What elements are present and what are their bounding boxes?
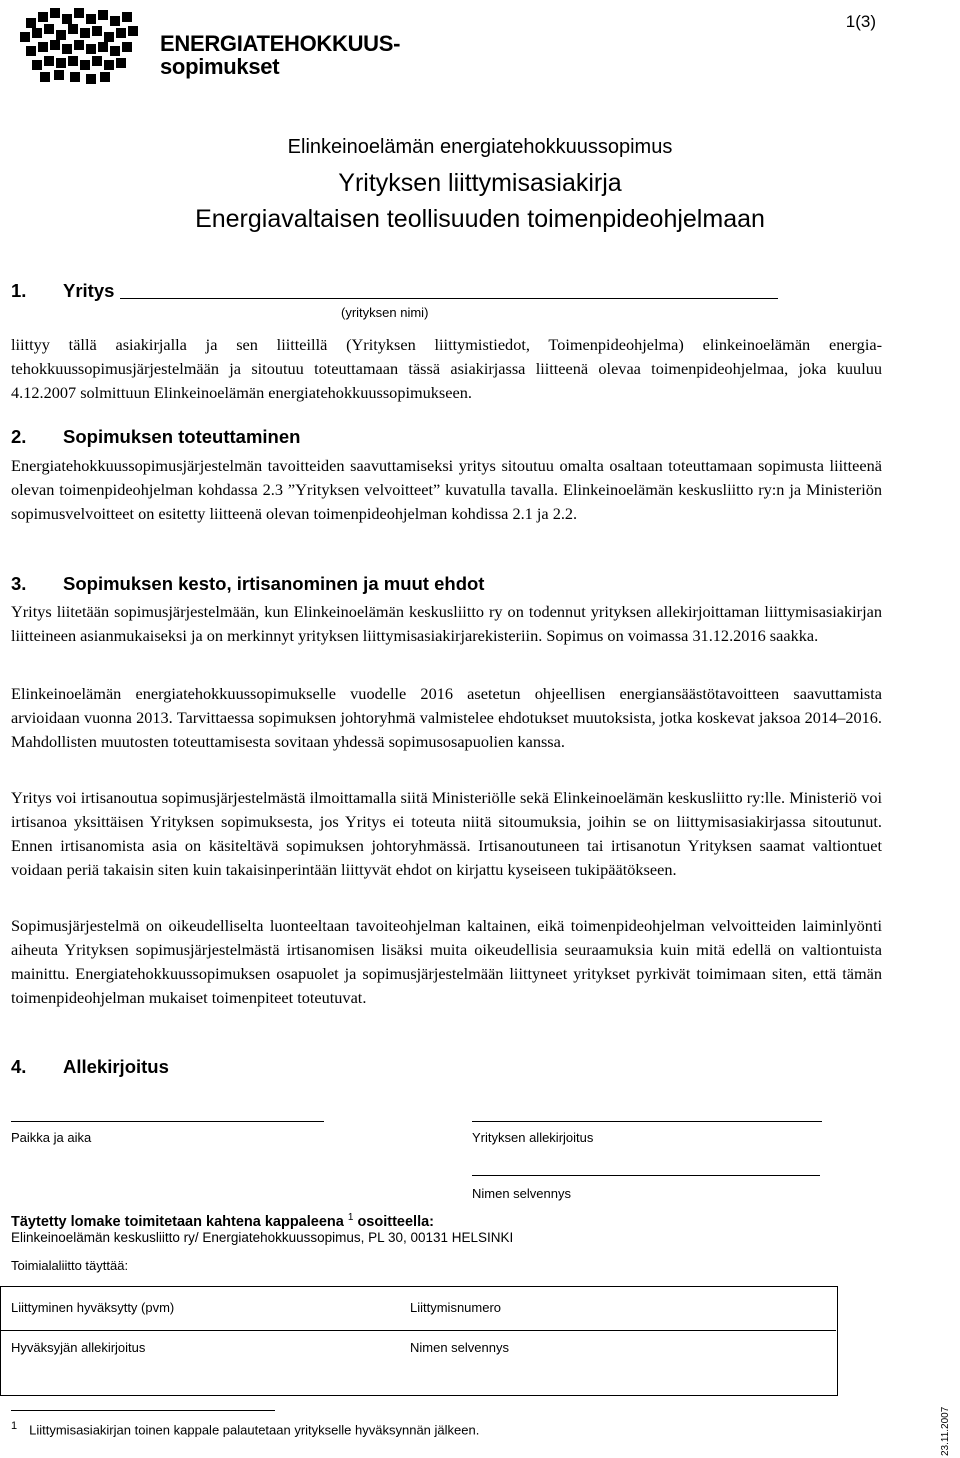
document-title-line3: Energiavaltaisen teollisuuden toimenpideohjelmaan (195, 205, 765, 233)
company-name-caption: (yrityksen nimi) (341, 305, 429, 320)
logo-subtitle: sopimukset (160, 54, 280, 79)
leaf-grid-logo-icon (20, 4, 152, 88)
section3-paragraph: Elinkeinoelämän energiatehokkuussopimukselle vuodelle 2016 asetetun ohjeellisen energiansäästötavoitteen saavuttamista arvioidaan vuonna 2013. Tarvittaessa sopimuksen johtoryhmä valmistelee ehdotukset muutoksista, jotka koskevat jaksoa 2014–2016. Mahdollisten muutosten toteuttamisesta sovitaan yhdessä sopimusosapuolien kanssa. (11, 684, 882, 751)
registry-divider (0, 1330, 836, 1331)
section4-heading (11, 1056, 169, 1078)
section3-paragraph: Yritys voi irtisanoutua sopimusjärjestelmästä ilmoittamalla siitä Ministeriölle sekä Elinkeinoelämän keskusliitto ry:lle. Ministeriö voi irtisanoa yksittäisen Yrityksen sopimuksesta, jos Yritys ei toteuta niitä sitoumuksia, joihin se on liittymisasiakirjassa sitoutunut. Ennen irtisanomista asia on käsiteltävä sopimuksen johtoryhmässä. Irtisanoutuneen tai irtisanotun Yrityksen saamat valtiontuet voidaan periä takaisin siten kuin takaisinperintään liittyvät ehdot on kirjattu kyseiseen tukipäätökseen. (11, 788, 882, 879)
section3-paragraph: Sopimusjärjestelmä on oikeudelliselta luonteeltaan tavoiteohjelman kaltainen, eikä toimenpideohjelman velvoitteiden laiminlyönti aiheuta Yrityksen sopimusjärjestelmästä irtisanomisen lisäksi muita oikeudellisia seuraamuksia kuin mitä edellä on valtiontuista mainittu. Energiatehokkuussopimuksen osapuolet ja sopimusjärjestelmään liittyneet yritykset pyrkivät toimimaan siten, että tämän toimenpideohjelman mukaiset toimenpiteet toteutuvat. (11, 916, 882, 1007)
section2-title: Sopimuksen toteuttaminen (63, 426, 301, 447)
section1-text: liittyy tällä asiakirjalla ja sen liitteillä (Yrityksen liittymistiedot, Toimenpideohjelma) elinkeinoelämän energiatehokkuussopimusjärjestelmään ja sitoutuu toteuttamaan tässä asiakirjassa liitteenä olevaa toimenpideohjelmaa, joka kuuluu 4.12.2007 solmittuun Elinkeinoelämän energiatehokkuussopimukseen. (11, 335, 882, 402)
section1-number: 1. (11, 280, 27, 301)
section1-title: Yritys (63, 280, 115, 301)
join-number-field[interactable]: Liittymisnumero (410, 1300, 502, 1315)
delivery-address: Elinkeinoelämän keskusliitto ry/ Energiatehokkuussopimus, PL 30, 00131 HELSINKI (11, 1230, 514, 1245)
section2-text: Energiatehokkuussopimusjärjestelmän tavoitteiden saavuttamiseksi yritys sitoutuu omalta osaltaan toteuttamaan sopimusta liitteenä olevan toimenpideohjelman kohdassa 2.3 ”Yrityksen velvoitteet” kuvatulla tavalla. Elinkeinoelämän keskusliitto ry:n ja Ministeriön sopimusvelvoitteet on esitetty liitteenä olevan toimenpideohjelman kohdissa 2.1 ja 2.2. (11, 456, 882, 523)
logo-title: ENERGIATEHOKKUUS- (160, 31, 401, 56)
section2-number: 2. (11, 426, 27, 447)
company-name-field[interactable] (120, 298, 778, 299)
name-clarification-field[interactable] (472, 1175, 820, 1176)
place-date-label: Paikka ja aika (11, 1130, 92, 1145)
ministry-fills-label: Toimialaliitto täyttää: (11, 1258, 129, 1273)
approver-name-field[interactable]: Nimen selvennys (410, 1340, 509, 1355)
footnote (11, 1420, 479, 1437)
footnote-text: Liittymisasiakirjan toinen kappale palautetaan yritykselle hyväksynnän jälkeen. (29, 1422, 480, 1438)
section4-number: 4. (11, 1056, 27, 1077)
company-signature-field[interactable] (472, 1121, 822, 1122)
place-date-field[interactable] (11, 1121, 324, 1122)
footnote-number: 1 (11, 1420, 18, 1432)
document-title-line1: Elinkeinoelämän energiatehokkuussopimus (287, 136, 673, 158)
side-date: 23.11.2007 (940, 1406, 951, 1456)
delivery-heading-end: osoitteella: (353, 1213, 434, 1230)
footnote-reference: 1 (347, 1212, 354, 1223)
footnote-divider (11, 1410, 275, 1411)
section1-heading (11, 280, 114, 302)
section3-paragraph: Yritys liitetään sopimusjärjestelmään, kun Elinkeinoelämän keskusliitto ry on todennut yrityksen allekirjoittaman liittymisasiakirjan liitteineen asianmukaiseksi ja on merkinnyt yrityksen liittymisasiakirjarekisteriin. Sopimus on voimassa 31.12.2016 saakka. (11, 602, 882, 645)
section3-title: Sopimuksen kesto, irtisanominen ja muut ehdot (63, 573, 485, 594)
section3-heading (11, 573, 484, 595)
section2-heading (11, 426, 300, 448)
delivery-heading-text: Täytetty lomake toimitetaan kahtena kappaleena (11, 1213, 344, 1230)
delivery-heading (11, 1212, 434, 1230)
section3-number: 3. (11, 573, 27, 594)
approver-signature-field[interactable]: Hyväksyjän allekirjoitus (11, 1340, 146, 1355)
page-number: 1(3) (845, 12, 876, 31)
document-title-line2: Yrityksen liittymisasiakirja (338, 169, 622, 197)
company-signature-label: Yrityksen allekirjoitus (472, 1130, 594, 1145)
name-clarification-label: Nimen selvennys (472, 1186, 571, 1201)
accepted-date-field[interactable]: Liittyminen hyväksytty (pvm) (11, 1300, 175, 1315)
section4-title: Allekirjoitus (63, 1056, 169, 1077)
